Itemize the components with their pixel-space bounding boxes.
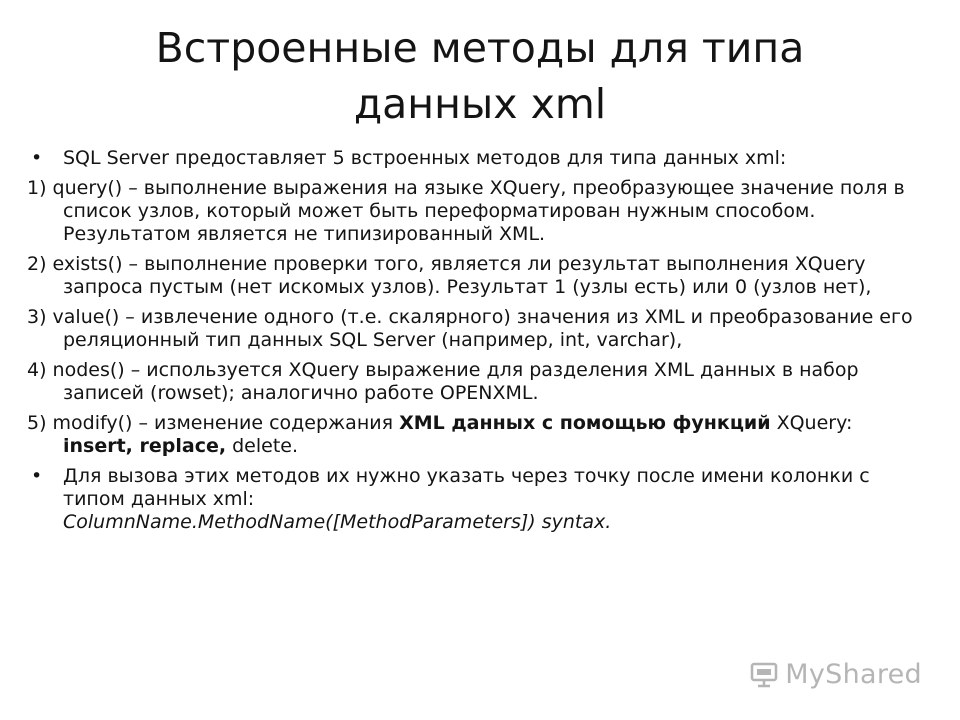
method-query-item bbox=[27, 177, 917, 246]
bullet-dot: • bbox=[31, 147, 43, 169]
presentation-board-icon bbox=[749, 662, 779, 688]
method-value-item bbox=[27, 306, 917, 352]
bullet-intro bbox=[27, 147, 917, 170]
method-modify-part3: XQuery: bbox=[770, 412, 853, 434]
method-nodes-text: 4) nodes() – используется XQuery выражение для разделения XML данных в набор записей (rowset); аналогично работе OPENXML. bbox=[27, 359, 859, 404]
method-exists-item bbox=[27, 253, 917, 299]
slide-title-line1: Встроенные методы для типа bbox=[155, 24, 805, 72]
method-modify-part2: XML данных с помощью функций bbox=[399, 412, 771, 434]
slide-title bbox=[60, 20, 900, 132]
myshared-watermark bbox=[749, 659, 922, 690]
slide-body bbox=[27, 147, 917, 541]
watermark-text: MyShared bbox=[785, 659, 922, 690]
bullet-usage-text: Для вызова этих методов их нужно указать через точку после имени колонки с типом данных xml: bbox=[63, 465, 870, 510]
method-query-text: 1) query() – выполнение выражения на языке XQuery, преобразующее значение поля в список узлов, который может быть переформатирован нужным способом. Результатом является не типизированный XML. bbox=[27, 177, 905, 245]
bullet-intro-text: SQL Server предоставляет 5 встроенных методов для типа данных xml: bbox=[63, 147, 787, 169]
method-exists-text: 2) exists() – выполнение проверки того, является ли результат выполнения XQuery запроса пустым (нет искомых узлов). Результат 1 (узлы есть) или 0 (узлов нет), bbox=[27, 253, 872, 298]
method-modify-part5: delete. bbox=[226, 435, 299, 457]
bullet-usage bbox=[27, 465, 917, 534]
slide-title-line2: данных xml bbox=[353, 80, 607, 128]
method-modify-part1: 5) modify() – изменение содержания bbox=[27, 412, 400, 434]
method-nodes-item bbox=[27, 359, 917, 405]
bullet-dot: • bbox=[31, 465, 43, 487]
method-modify-item bbox=[27, 412, 917, 458]
method-modify-part4: insert, replace, bbox=[63, 435, 227, 457]
syntax-example: ColumnName.MethodName([MethodParameters]) syntax. bbox=[63, 511, 612, 533]
method-value-text: 3) value() – извлечение одного (т.е. скалярного) значения из XML и преобразование его реляционный тип данных SQL Server (например, int, varchar), bbox=[27, 306, 913, 351]
